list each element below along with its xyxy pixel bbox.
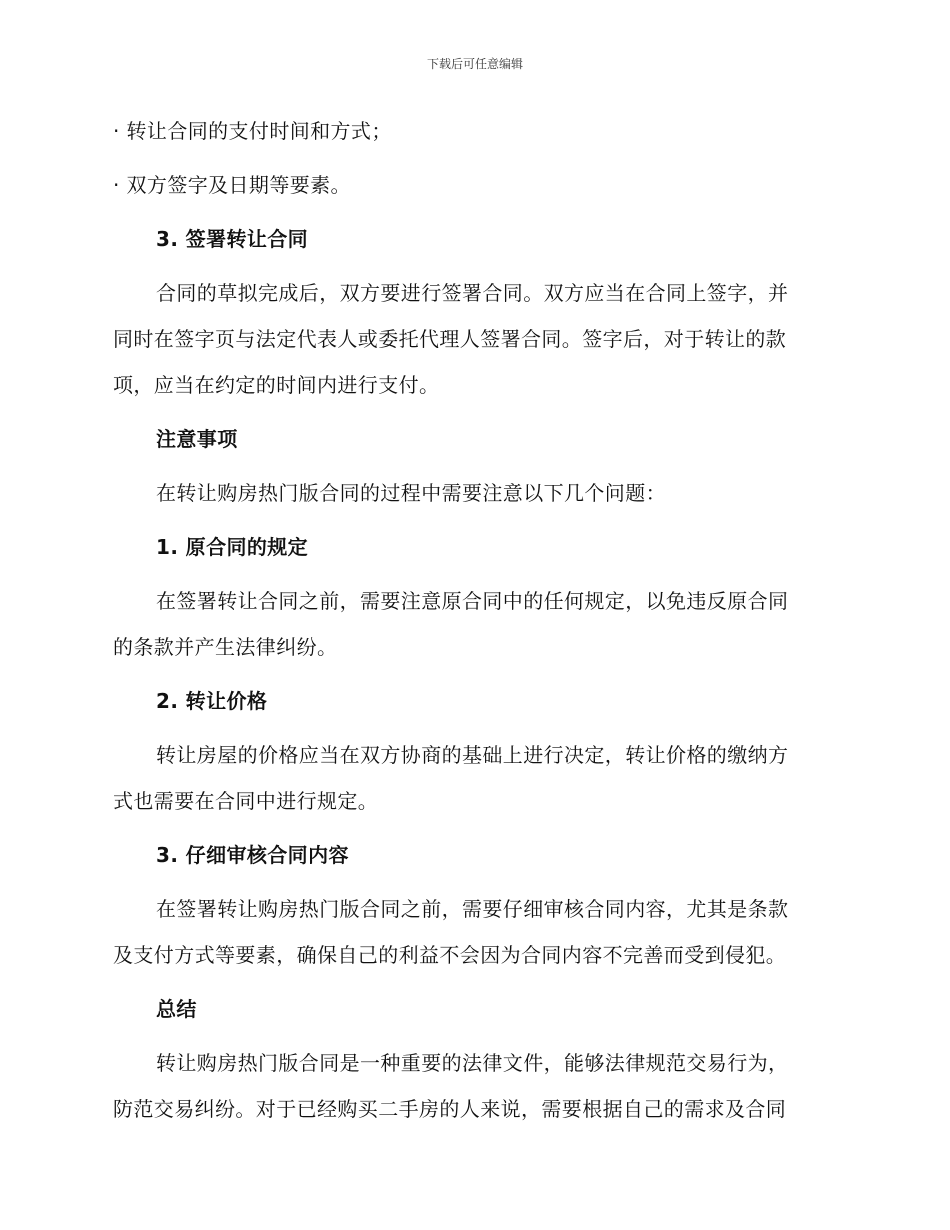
section-heading (113, 216, 833, 262)
text-line: 3. 仔细审核合同内容 (156, 843, 349, 867)
text-line: 在签署转让购房热门版合同之前，需要仔细审核合同内容，尤其是条款 (156, 897, 789, 921)
paragraph (113, 470, 833, 516)
text-line: 2. 转让价格 (156, 689, 268, 713)
text-line: 3. 签署转让合同 (156, 227, 309, 251)
text-line: 同时在签字页与法定代表人或委托代理人签署合同。签字后，对于转让的款 (113, 327, 787, 351)
bullet-item (113, 162, 833, 208)
text-line: · 双方签字及日期等要素。 (113, 173, 351, 197)
section-heading (113, 832, 833, 878)
text-line: 合同的草拟完成后，双方要进行签署合同。双方应当在合同上签字，并 (156, 281, 789, 305)
text-line: 转让购房热门版合同是一种重要的法律文件，能够法律规范交易行为， (156, 1051, 789, 1075)
section-heading (113, 986, 833, 1032)
text-line: 防范交易纠纷。对于已经购买二手房的人来说，需要根据自己的需求及合同 (113, 1097, 787, 1121)
paragraph (113, 886, 833, 978)
document-body (113, 108, 833, 1140)
text-line: 式也需要在合同中进行规定。 (113, 789, 379, 813)
paragraph (113, 732, 833, 824)
text-line: 及支付方式等要素，确保自己的利益不会因为合同内容不完善而受到侵犯。 (113, 943, 787, 967)
text-line: 的条款并产生法律纠纷。 (113, 635, 338, 659)
paragraph (113, 1040, 833, 1132)
text-line: · 转让合同的支付时间和方式； (113, 119, 392, 143)
section-heading (113, 416, 833, 462)
text-line: 在签署转让合同之前，需要注意原合同中的任何规定，以免违反原合同 (156, 589, 789, 613)
text-line: 总结 (156, 997, 197, 1021)
text-line: 注意事项 (156, 427, 238, 451)
page-header: 下载后可任意编辑 (426, 57, 523, 71)
text-line: 转让房屋的价格应当在双方协商的基础上进行决定，转让价格的缴纳方 (156, 743, 789, 767)
section-heading (113, 524, 833, 570)
paragraph (113, 270, 833, 408)
text-line: 1. 原合同的规定 (156, 535, 309, 559)
section-heading (113, 678, 833, 724)
bullet-item (113, 108, 833, 154)
paragraph (113, 578, 833, 670)
text-line: 项，应当在约定的时间内进行支付。 (113, 373, 440, 397)
text-line: 在转让购房热门版合同的过程中需要注意以下几个问题： (156, 481, 666, 505)
